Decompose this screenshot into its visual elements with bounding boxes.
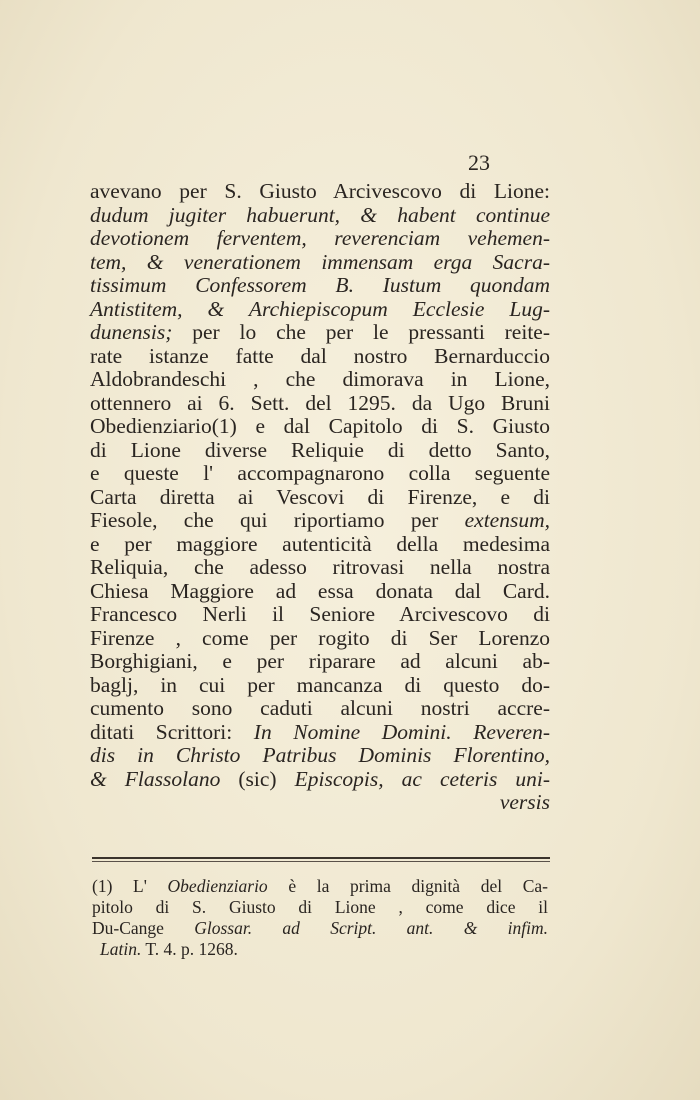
text-segment: Glossar. ad Script. ant. & infim. [194,918,548,938]
main-text-block [90,180,550,815]
text-segment: dunensis; [90,320,173,344]
text-segment: Carta diretta ai Vescovi di Firenze, e di [90,484,550,509]
text-line [90,697,550,721]
text-line [90,415,550,439]
text-line [90,227,550,251]
text-segment: Fiesole, che qui riportiamo per [90,508,465,532]
text-line [90,439,550,463]
text-line [90,462,550,486]
text-line [90,603,550,627]
footnote-line [92,918,548,939]
text-line [90,251,550,275]
text-segment: extensum, [464,508,550,532]
text-line [90,321,550,345]
footnote-line [92,939,548,960]
text-segment: Antistitem, & Archiepiscopum Ecclesie Lug- [90,296,550,321]
footnote-line [92,897,548,918]
footnote-separator-thin [92,861,550,862]
text-segment: Obedienziario [167,876,268,896]
text-line [90,721,550,745]
text-segment: Firenze , come per rogito di Ser Lorenzo [90,625,550,650]
text-line [90,556,550,580]
text-segment: è la prima dignità del Ca- [267,876,549,896]
text-line [90,791,550,815]
text-segment: Borghigiani, e per riparare ad alcuni ab- [90,649,550,673]
page-number: 23 [468,150,490,175]
text-segment: cumento sono caduti alcuni nostri accre- [90,696,550,720]
text-segment: Du-Cange [92,918,195,938]
text-segment: di Lione diverse Reliquie di detto Santo, [90,437,550,462]
text-segment: e per maggiore autenticità della medesima [90,531,550,556]
text-line [90,509,550,533]
text-segment: rate istanze fatte dal nostro Bernarduccio [90,343,550,368]
text-segment: Chiesa Maggiore ad essa donata dal Card. [90,578,550,603]
text-segment: ditati Scrittori: [90,719,254,744]
text-line [90,580,550,604]
text-line [90,627,550,651]
text-segment: tissimum Confessorem B. Iustum quondam [90,273,550,297]
text-segment: ottennero ai 6. Sett. del 1295. da Ugo Bruni [90,390,550,415]
text-segment: baglj, in cui per mancanza di questo do- [90,672,550,697]
text-segment: (sic) [220,766,295,791]
text-line [90,650,550,674]
text-line [90,533,550,557]
text-segment: Latin. [100,939,142,959]
text-line [90,392,550,416]
text-segment: devotionem ferventem, reverenciam vehemen- [90,226,550,250]
text-line [90,204,550,228]
text-line [90,180,550,204]
text-line [90,368,550,392]
text-segment: Episcopis, ac ceteris uni- [294,766,550,791]
text-segment: & Flassolano [90,766,221,791]
text-line [90,345,550,369]
text-segment: Aldobrandeschi , che dimorava in Lione, [90,367,550,391]
text-segment: e queste l' accompagnarono colla seguente [90,461,550,485]
text-segment: (1) L' [92,876,168,896]
text-segment: Francesco Nerli il Seniore Arcivescovo di [90,602,550,626]
text-line [90,486,550,510]
text-segment: T. 4. p. 1268. [141,939,238,959]
text-segment: In Nomine Domini. Reveren- [253,719,551,744]
text-segment: Obedienziario(1) e dal Capitolo di S. Giusto [90,414,550,438]
text-segment: avevano per S. Giusto Arcivescovo di Lione: [90,179,550,203]
text-segment: Reliquia, che adesso ritrovasi nella nostra [90,555,550,579]
text-segment: per lo che per le pressanti reite- [172,320,550,344]
footnote-separator [92,857,550,859]
text-segment: pitolo di S. Giusto di Lione , come dice il [92,897,548,917]
text-line [90,768,550,792]
text-segment: versis [499,790,550,814]
footnote-line [92,876,548,897]
text-segment: dudum jugiter habuerunt, & habent continue [90,202,550,227]
text-line [90,744,550,768]
footnote-block [92,876,548,960]
text-segment: dis in Christo Patribus Dominis Florentino, [90,743,550,767]
text-segment: tem, & venerationem immensam erga Sacra- [90,249,550,274]
text-line [90,298,550,322]
text-line [90,274,550,298]
text-line [90,674,550,698]
